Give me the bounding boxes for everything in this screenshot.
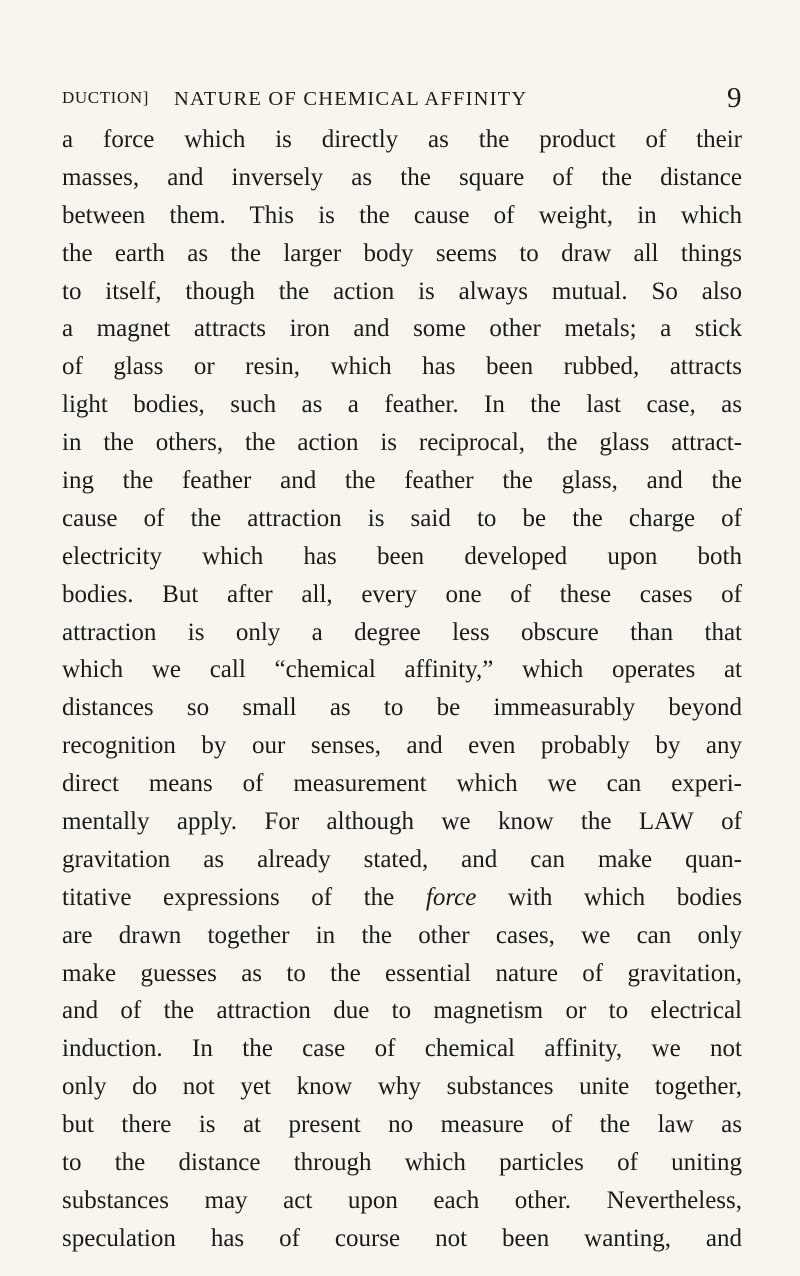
text-line: make guesses as to the essential nature of gravitation, (62, 959, 742, 987)
text-line: are drawn together in the other cases, we can only (62, 921, 742, 949)
text-line: to the distance through which particles of uniting (62, 1149, 742, 1177)
text-line-with-small-caps (62, 803, 742, 841)
text-line: direct means of measurement which we can experi- (62, 770, 742, 798)
text-line: a force which is directly as the product of their (62, 126, 742, 153)
text-segment: with which bodies (476, 883, 742, 911)
italic-force: force (425, 883, 477, 911)
text-line: bodies. But after all, every one of these cases of (62, 580, 742, 608)
text-line: gravitation as already stated, and can make quan- (62, 845, 742, 873)
header-chapter-fragment: DUCTION] (62, 88, 149, 107)
text-line: speculation has of course not been wanting, and (62, 1224, 742, 1252)
text-line: of glass or resin, which has been rubbed, attracts (62, 353, 742, 381)
text-line: light bodies, such as a feather. In the last case, as (62, 391, 742, 419)
text-line: recognition by our senses, and even probably by any (62, 732, 742, 760)
text-line: which we call “chemical affinity,” which operates at (62, 656, 742, 684)
text-line: masses, and inversely as the square of the distance (62, 163, 742, 191)
running-header (62, 82, 742, 116)
text-segment: of (693, 808, 742, 836)
page-number: 9 (727, 82, 742, 114)
text-line: substances may act upon each other. Nevertheless, (62, 1186, 742, 1214)
text-line: and of the attraction due to magnetism or to electrical (62, 997, 742, 1025)
text-line: ing the feather and the feather the glass, and the (62, 467, 742, 495)
text-line: a magnet attracts iron and some other metals; a stick (62, 315, 742, 343)
text-segment: mentally apply. For although we know the (62, 808, 639, 836)
text-line: between them. This is the cause of weight, in which (62, 201, 742, 229)
header-title: NATURE OF CHEMICAL AFFINITY (174, 88, 528, 110)
text-line: only do not yet know why substances unite together, (62, 1073, 742, 1101)
text-line-with-italic (62, 879, 742, 917)
text-line: the earth as the larger body seems to draw all things (62, 239, 742, 267)
text-line: induction. In the case of chemical affinity, we not (62, 1035, 742, 1063)
text-line: attraction is only a degree less obscure than that (62, 618, 742, 646)
text-line: distances so small as to be immeasurably beyond (62, 694, 742, 722)
small-caps-law: LAW (638, 808, 694, 836)
text-line: electricity which has been developed upon both (62, 542, 742, 570)
text-segment: titative expressions of the (62, 883, 426, 911)
body-paragraph (62, 121, 742, 1258)
text-line: to itself, though the action is always mutual. So also (62, 277, 742, 305)
text-line: in the others, the action is reciprocal, the glass attract- (62, 429, 742, 457)
text-line: but there is at present no measure of the law as (62, 1111, 742, 1139)
text-line: cause of the attraction is said to be the charge of (62, 504, 742, 532)
